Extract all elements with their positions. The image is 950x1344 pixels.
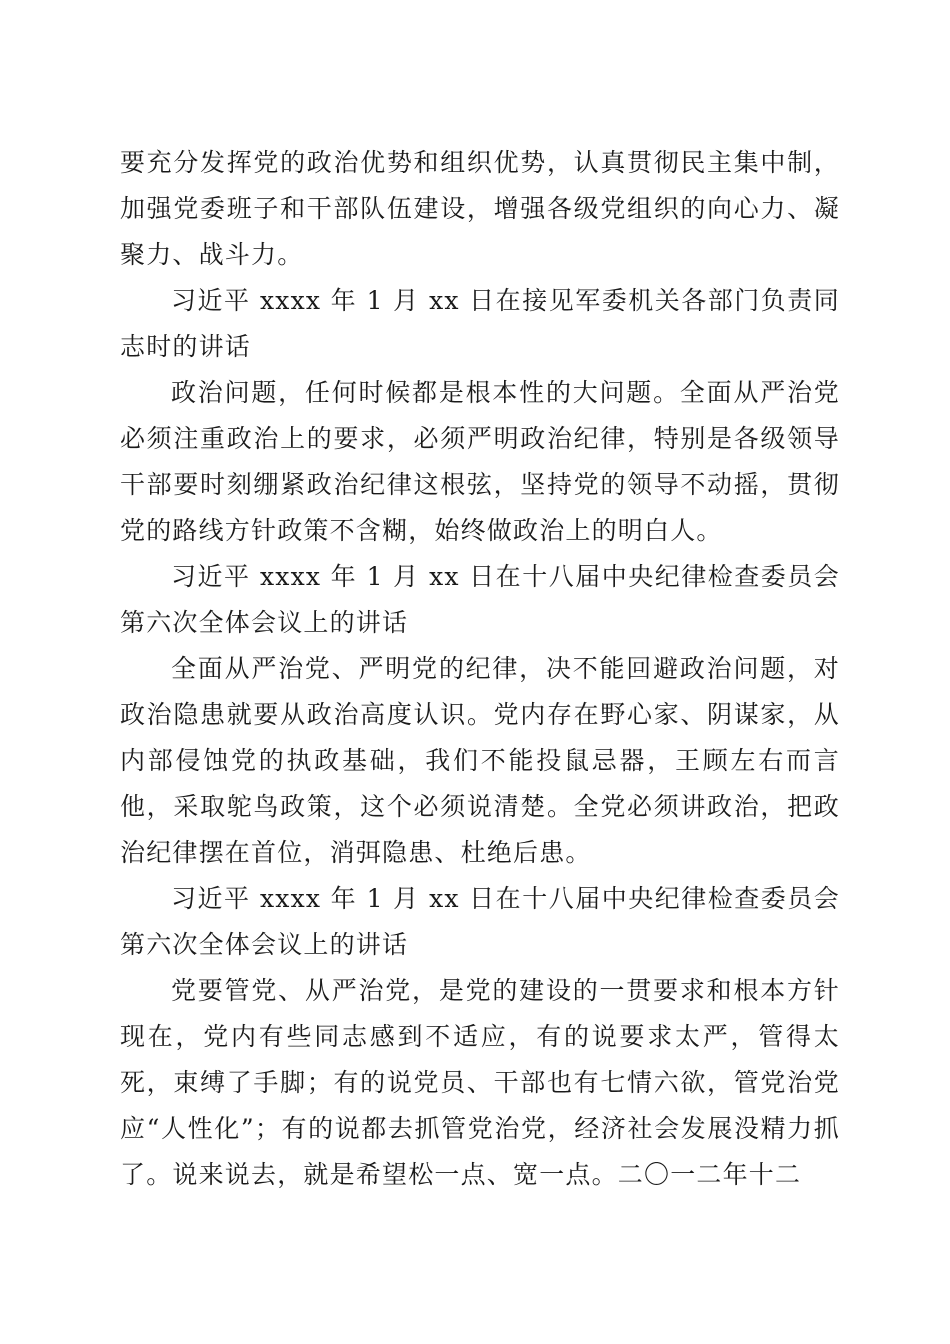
paragraph-continuation: 要充分发挥党的政治优势和组织优势，认真贯彻民主集中制，加强党委班子和干部队伍建设，增强各级党组织的向心力、凝聚力、战斗力。 <box>120 148 840 269</box>
source-attribution: 习近平 xxxx 年 1 月 xx 日在十八届中央纪律检查委员会第六次全体会议上的讲话 <box>120 884 840 959</box>
quote-paragraph: 党要管党、从严治党，是党的建设的一贯要求和根本方针现在，党内有些同志感到不适应，有的说要求太严，管得太死，束缚了手脚；有的说党员、干部也有七情六欲，管党治党应“人性化”；有的说都去抓管党治党，经济社会发展没精力抓了。说来说去，就是希望松一点、宽一点。二〇一二年十二 <box>120 976 840 1189</box>
source-attribution: 习近平 xxxx 年 1 月 xx 日在接见军委机关各部门负责同志时的讲话 <box>120 286 840 361</box>
source-attribution: 习近平 xxxx 年 1 月 xx 日在十八届中央纪律检查委员会第六次全体会议上的讲话 <box>120 562 840 637</box>
quote-paragraph: 全面从严治党、严明党的纪律，决不能回避政治问题，对政治隐患就要从政治高度认识。党内存在野心家、阴谋家，从内部侵蚀党的执政基础，我们不能投鼠忌器，王顾左右而言他，采取鸵鸟政策，这个必须说清楚。全党必须讲政治，把政治纪律摆在首位，消弭隐患、杜绝后患。 <box>120 654 840 867</box>
document-page <box>120 140 840 1198</box>
quote-paragraph: 政治问题，任何时候都是根本性的大问题。全面从严治党必须注重政治上的要求，必须严明政治纪律，特别是各级领导干部要时刻绷紧政治纪律这根弦，坚持党的领导不动摇，贯彻党的路线方针政策不含糊，始终做政治上的明白人。 <box>120 378 840 545</box>
